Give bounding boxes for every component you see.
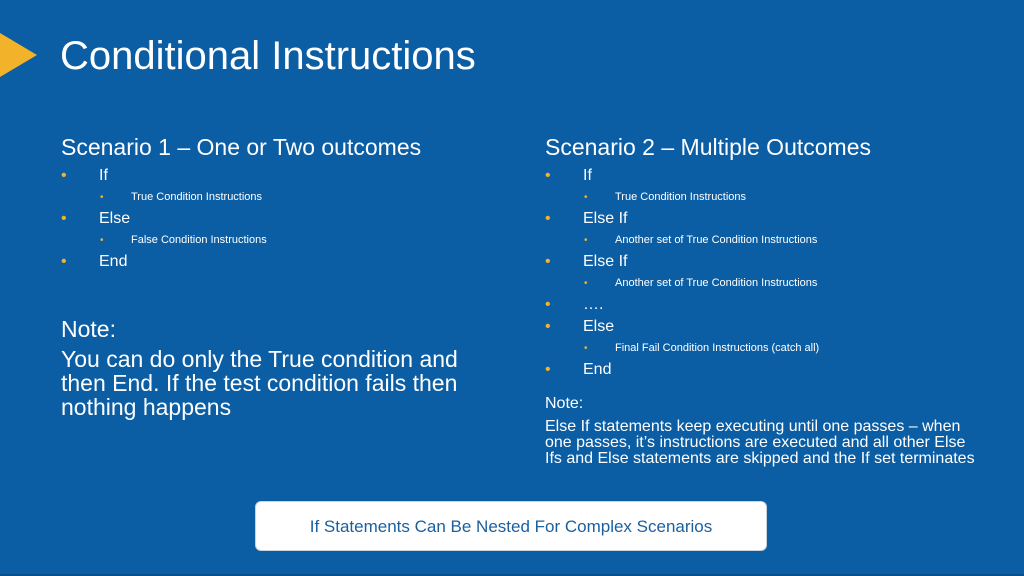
list-item-label: Else If xyxy=(583,210,628,227)
bullet-icon: • xyxy=(545,318,551,335)
note-label: Note: xyxy=(545,395,584,412)
list-item xyxy=(545,294,975,316)
sub-list-item-label: True Condition Instructions xyxy=(615,191,747,203)
list-item xyxy=(61,165,491,208)
sub-bullet-icon: • xyxy=(584,278,588,289)
list-item-label: End xyxy=(583,361,612,378)
sub-bullet-icon: • xyxy=(584,343,588,354)
sub-bullet-icon: • xyxy=(100,235,104,246)
sub-bullet-icon: • xyxy=(584,192,588,203)
sub-list xyxy=(61,230,491,251)
list-item-label: Else If xyxy=(583,253,628,270)
scenario-2-list xyxy=(545,165,975,381)
list-item-label: If xyxy=(99,167,108,184)
scenario-2-note xyxy=(545,393,975,467)
scenario-1-list xyxy=(61,165,491,273)
sub-list xyxy=(545,338,975,359)
bullet-icon: • xyxy=(545,296,551,313)
list-item xyxy=(61,208,491,251)
list-item-label: If xyxy=(583,167,592,184)
bullet-icon: • xyxy=(545,361,551,378)
sub-list xyxy=(545,273,975,294)
list-item xyxy=(545,208,975,251)
bullet-icon: • xyxy=(61,167,67,184)
bullet-icon: • xyxy=(545,167,551,184)
scenario-2-column xyxy=(545,131,975,381)
scenario-2-heading: Scenario 2 – Multiple Outcomes xyxy=(545,134,871,160)
sub-list-item xyxy=(545,338,975,359)
note-text: Else If statements keep executing until one passes – when one passes, it’s instructions are executed and all other Else Ifs and Else statements are skipped and the If set terminates xyxy=(545,418,975,467)
scenario-1-column xyxy=(61,131,491,273)
list-item xyxy=(545,251,975,294)
sub-bullet-icon: • xyxy=(100,192,104,203)
accent-triangle xyxy=(0,33,37,77)
slide-title: Conditional Instructions xyxy=(60,34,476,78)
list-item xyxy=(545,316,975,359)
list-item-label: Else xyxy=(583,318,615,335)
bullet-icon: • xyxy=(545,253,551,270)
list-item xyxy=(545,359,975,381)
note-label: Note: xyxy=(61,316,116,342)
sub-list-item-label: True Condition Instructions xyxy=(131,191,263,203)
sub-list-item xyxy=(61,187,491,208)
list-item xyxy=(545,165,975,208)
sub-list-item-label: Another set of True Condition Instructions xyxy=(615,277,818,289)
sub-list-item xyxy=(61,230,491,251)
bullet-icon: • xyxy=(61,253,67,270)
sub-list-item xyxy=(545,230,975,251)
sub-list xyxy=(545,187,975,208)
scenario-1-heading: Scenario 1 – One or Two outcomes xyxy=(61,134,422,160)
list-item-label: …. xyxy=(583,296,604,313)
nested-if-callout: If Statements Can Be Nested For Complex Scenarios xyxy=(255,501,767,551)
sub-list-item xyxy=(545,273,975,294)
bullet-icon: • xyxy=(545,210,551,227)
sub-list-item xyxy=(545,187,975,208)
sub-list-item-label: Another set of True Condition Instructions xyxy=(615,234,818,246)
sub-list-item-label: Final Fail Condition Instructions (catch all) xyxy=(615,342,820,354)
scenario-1-note xyxy=(61,313,481,419)
list-item-label: End xyxy=(99,253,128,270)
sub-bullet-icon: • xyxy=(584,235,588,246)
list-item-label: Else xyxy=(99,210,131,227)
note-text: You can do only the True condition and then End. If the test condition fails then nothing happens xyxy=(61,346,458,420)
list-item xyxy=(61,251,491,273)
sub-list xyxy=(545,230,975,251)
bullet-icon: • xyxy=(61,210,67,227)
sub-list xyxy=(61,187,491,208)
sub-list-item-label: False Condition Instructions xyxy=(131,234,267,246)
